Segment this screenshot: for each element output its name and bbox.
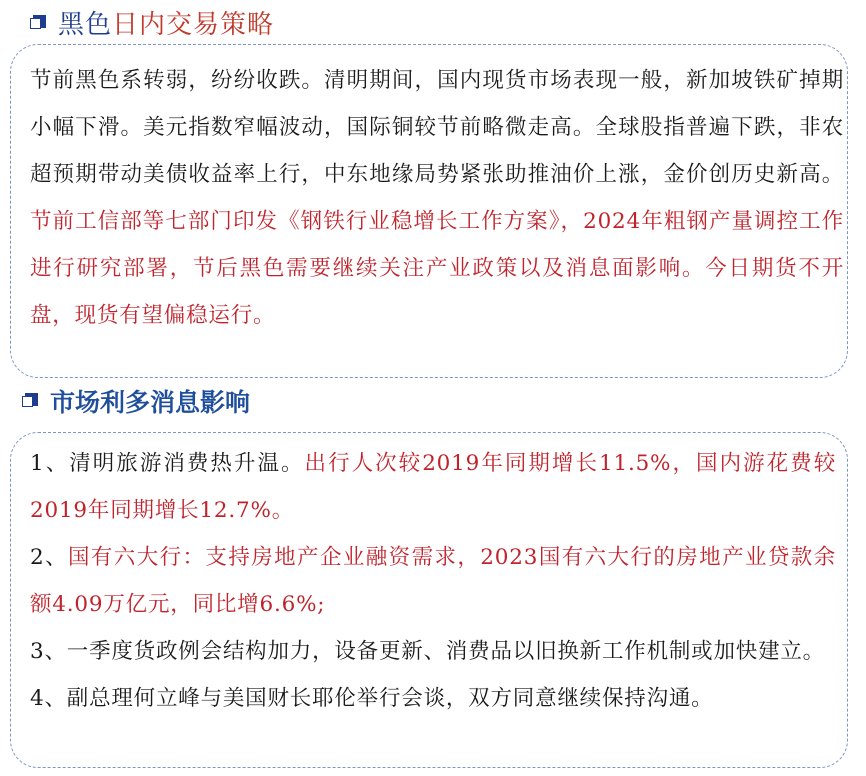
section-title-text: [58, 4, 274, 41]
list-item: [30, 440, 836, 534]
news-list: [30, 440, 836, 722]
item-red-text: 出行人次较2019年同期增长11.5%，国内游花费较2019年同期增长12.7%。: [30, 451, 836, 523]
item-red-text: 国有六大行：支持房地产企业融资需求，2023国有六大行的房地产业贷款余额4.09万亿元，同比增6.6%;: [30, 545, 837, 617]
section-title-bullish-news: [22, 383, 250, 419]
title-red-part: 日内交易策略: [112, 10, 275, 40]
paragraph-red-text: 节前工信部等七部门印发《钢铁行业稳增长工作方案》，2024年粗钢产量调控工作进行研究部署，节后黑色需要继续关注产业政策以及消息面影响。今日期货不开盘，现货有望偏稳运行。: [30, 209, 844, 328]
list-item: [30, 534, 836, 628]
title-blue-part: 黑色: [58, 10, 113, 40]
strategy-paragraph: [30, 57, 844, 339]
item-black-text: 1、清明旅游消费热升温。: [30, 451, 305, 476]
item-black-text: 3、一季度货政例会结构加力，设备更新、消费品以旧换新工作机制或加快建立。: [30, 639, 825, 664]
list-item: [30, 628, 836, 675]
item-black-text: 4、副总理何立峰与美国财长耶伦举行会谈，双方同意继续保持沟通。: [30, 686, 714, 711]
list-item: [30, 675, 836, 722]
section-title-strategy: [30, 4, 274, 41]
section-title-text: 市场利多消息影响: [50, 388, 251, 417]
item-black-text: 2、: [30, 545, 68, 570]
paragraph-black-text: 节前黑色系转弱，纷纷收跌。清明期间，国内现货市场表现一般，新加坡铁矿掉期小幅下滑。美元指数窄幅波动，国际铜较节前略微走高。全球股指普遍下跌，非农超预期带动美债收益率上行，中东地缘局势紧张助推油价上涨，金价创历史新高。: [30, 68, 844, 187]
square-bullet-icon: [30, 15, 46, 31]
square-bullet-icon: [22, 393, 38, 409]
